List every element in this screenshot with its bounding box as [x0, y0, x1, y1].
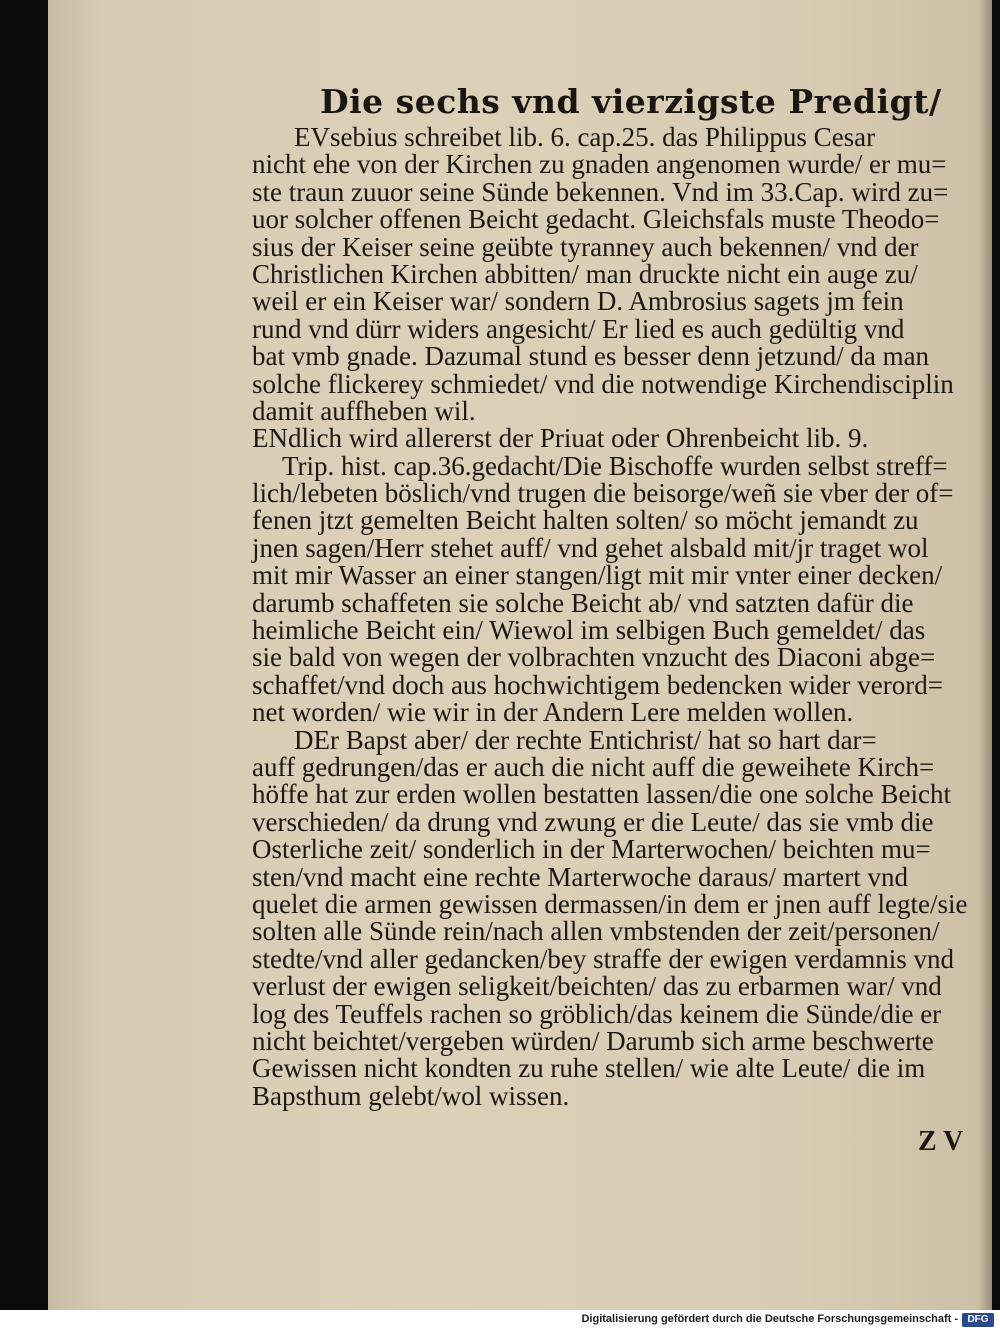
text-line: sius der Keiser seine geübte tyranney auch bekennen/ vnd der: [252, 231, 919, 262]
text-line: verlust der ewigen seligkeit/beichten/ das zu erbarmen war/ vnd: [252, 971, 942, 1002]
text-line: heimliche Beicht ein/ Wiewol im selbigen Buch gemeldet/ das: [252, 615, 926, 646]
text-line: log des Teuffels rachen so gröblich/das keinem die Sünde/die er: [252, 998, 942, 1029]
text-line: sie bald von wegen der volbrachten vnzucht des Diaconi abge=: [252, 642, 936, 673]
text-line: mit mir Wasser an einer stangen/ligt mit mir vnter einer decken/: [252, 560, 943, 591]
text-line: jnen sagen/Herr stehet auff/ vnd gehet alsbald mit/jr traget wol: [252, 532, 929, 563]
text-line: darumb schaffeten sie solche Beicht ab/ vnd satzten dafür die: [252, 587, 914, 618]
text-line: damit auffheben wil.: [252, 395, 476, 426]
text-line: uor solcher offenen Beicht gedacht. Gleichsfals muste Theodo=: [252, 204, 940, 235]
funding-credit: Digitalisierung gefördert durch die Deutsche Forschungsgemeinschaft -: [581, 1313, 958, 1325]
text-line: lich/lebeten böslich/vnd trugen die beisorge/weñ sie vber der of=: [252, 478, 954, 509]
text-line: Christlichen Kirchen abbitten/ man druckte nicht ein auge zu/: [252, 258, 918, 289]
footer-bar: [0, 1310, 1000, 1330]
text-line: ste traun zuuor seine Sünde bekennen. Vnd im 33.Cap. wird zu=: [252, 176, 949, 207]
text-line: Trip. hist. cap.36.gedacht/Die Bischoffe wurden selbst streff=: [282, 450, 948, 481]
signature-mark: Z V: [918, 1126, 964, 1157]
text-line: rund vnd dürr widers angesicht/ Er lied es auch gedültig vnd: [252, 313, 905, 344]
text-line: höffe hat zur erden wollen bestatten lassen/die one solche Beicht: [252, 779, 952, 810]
text-line: quelet die armen gewissen dermassen/in dem er jnen auff legte/sie: [252, 888, 968, 919]
text-line: verschieden/ da drung vnd zwung er die Leute/ das sie vmb die: [252, 806, 934, 837]
text-line: nicht ehe von der Kirchen zu gnaden angenomen wurde/ er mu=: [252, 149, 947, 180]
text-line: solche flickerey schmiedet/ vnd die notwendige Kirchendisciplin: [252, 368, 954, 399]
text-line: Gewissen nicht kondten zu ruhe stellen/ wie alte Leute/ die im: [252, 1053, 926, 1084]
text-line: net worden/ wie wir in der Andern Lere melden wollen.: [252, 697, 854, 728]
text-line: Osterliche zeit/ sonderlich in der Marterwochen/ beichten mu=: [252, 834, 931, 865]
text-line: nicht beichtet/vergeben würden/ Darumb sich arme beschwerte: [252, 1025, 934, 1056]
page-heading: Die sechs vnd vierzigste Predigt/: [320, 82, 942, 121]
text-line: fenen jtzt gemelten Beicht halten solten/ so möcht jemandt zu: [252, 505, 919, 536]
text-line: weil er ein Keiser war/ sondern D. Ambrosius sagets jm fein: [252, 286, 904, 317]
text-line: sten/vnd macht eine rechte Marterwoche daraus/ martert vnd: [252, 861, 908, 892]
page-edge-shadow: [978, 0, 992, 1310]
body-text: [252, 122, 968, 1111]
text-line: DEr Bapst aber/ der rechte Entichrist/ hat so hart dar=: [294, 724, 877, 755]
text-line: stedte/vnd aller gedancken/bey straffe der ewigen verdamnis vnd: [252, 943, 954, 974]
text-line: Bapsthum gelebt/wol wissen.: [252, 1080, 570, 1111]
text-line: EVsebius schreibet lib. 6. cap.25. das Philippus Cesar: [294, 122, 876, 152]
text-line: bat vmb gnade. Dazumal stund es besser denn jetzund/ da man: [252, 341, 930, 372]
text-line: solten alle Sünde rein/nach allen vmbstenden der zeit/personen/: [252, 916, 940, 947]
text-line: auff gedrungen/das er auch die nicht auff die geweihete Kirch=: [252, 751, 935, 782]
text-line: ENdlich wird allererst der Priuat oder Ohrenbeicht lib. 9.: [252, 423, 869, 454]
dfg-logo-icon: DFG: [962, 1313, 994, 1327]
text-line: schaffet/vnd doch aus hochwichtigem bedencken wider verord=: [252, 669, 943, 700]
